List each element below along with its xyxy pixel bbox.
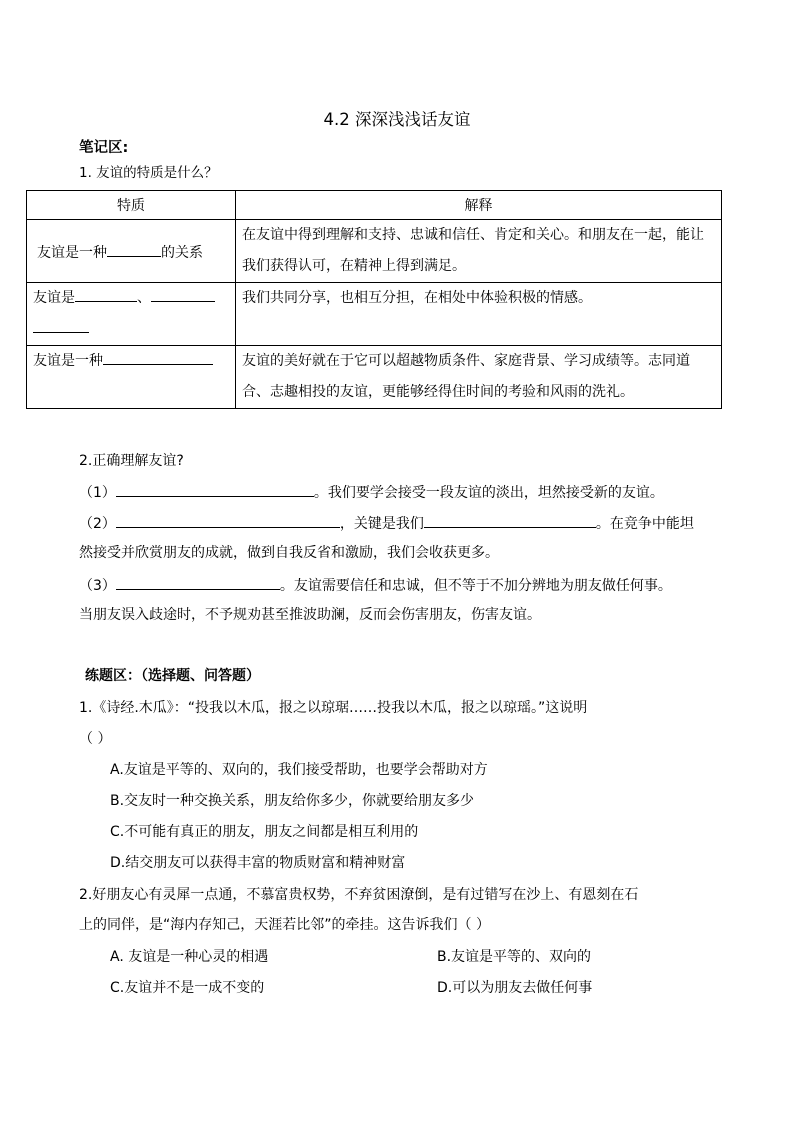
understanding-item-1 — [79, 481, 664, 503]
option-d: D.可以为朋友去做任何事 — [437, 980, 593, 996]
understanding-item-3-cont: 当朋友误入歧途时，不予规劝甚至推波助澜，反而会伤害朋友，伤害友谊。 — [79, 607, 541, 623]
trait-text: 友谊是一种 — [37, 244, 107, 261]
trait-cell — [27, 283, 236, 346]
question-2-label: 2.正确理解友谊? — [79, 453, 184, 469]
trait-text-suffix: 的关系 — [161, 244, 203, 261]
table-row — [27, 283, 722, 346]
practice-heading: 练题区：（选择题、问答题） — [85, 668, 260, 684]
trait-text: 友谊是一种 — [33, 353, 103, 369]
item-number: （2） — [79, 516, 116, 532]
option-a: A.友谊是平等的、双向的，我们接受帮助，也要学会帮助对方 — [110, 762, 488, 778]
item-number: （3） — [79, 578, 116, 594]
explanation-cell: 友谊的美好就在于它可以超越物质条件、家庭背景、学习成绩等。志同道合、志趣相投的友谊，更能够经得住时间的考验和风雨的洗礼。 — [236, 346, 722, 409]
fill-blank — [116, 574, 280, 590]
understanding-item-3 — [79, 574, 672, 596]
table-header-row — [27, 191, 722, 220]
option-b: B.友谊是平等的、双向的 — [437, 949, 592, 965]
option-c: C.不可能有真正的朋友，朋友之间都是相互利用的 — [110, 824, 419, 840]
question-1-label: 1. 友谊的特质是什么？ — [79, 165, 218, 181]
practice-question-2-cont: 上的同伴，是“海内存知己，天涯若比邻”的牵挂。这告诉我们（ ） — [79, 917, 490, 933]
fill-blank — [75, 286, 137, 302]
practice-question-1: 1.《诗经.木瓜》：“投我以木瓜，报之以琼琚……投我以木瓜，报之以琼瑶。”这说明 — [79, 700, 588, 716]
trait-separator: 、 — [137, 290, 151, 306]
trait-cell — [27, 346, 236, 409]
fill-blank — [116, 512, 340, 528]
item-text: ，关键是我们 — [339, 516, 424, 532]
fill-blank — [103, 349, 213, 365]
option-c: C.友谊并不是一成不变的 — [110, 980, 265, 996]
understanding-item-2-cont: 然接受并欣赏朋友的成就，做到自我反省和激励，我们会收获更多。 — [79, 545, 499, 561]
answer-parentheses: （ ） — [79, 731, 112, 747]
table-header-explanation: 解释 — [236, 191, 722, 220]
option-d: D.结交朋友可以获得丰富的物质财富和精神财富 — [110, 855, 406, 871]
fill-blank — [151, 286, 215, 302]
fill-blank — [424, 512, 596, 528]
item-text: 。友谊需要信任和忠诚，但不等于不加分辨地为朋友做任何事。 — [279, 578, 672, 594]
fill-blank — [116, 481, 314, 497]
notes-heading: 笔记区: — [79, 140, 129, 156]
item-text: 。在竞争中能坦 — [595, 516, 694, 532]
table-row — [27, 346, 722, 409]
fill-blank — [107, 241, 161, 257]
trait-text: 友谊是 — [33, 290, 75, 306]
understanding-item-2 — [79, 512, 694, 534]
table-header-trait: 特质 — [27, 191, 236, 220]
fill-blank — [33, 317, 89, 333]
traits-table — [26, 190, 722, 409]
table-row — [27, 220, 722, 283]
explanation-cell: 在友谊中得到理解和支持、忠诚和信任、肯定和关心。和朋友在一起，能让我们获得认可，在精神上得到满足。 — [236, 220, 722, 283]
item-number: （1） — [79, 485, 116, 501]
trait-cell — [27, 220, 236, 283]
page-title: 4.2 深深浅浅话友谊 — [323, 110, 471, 129]
option-b: B.交友时一种交换关系，朋友给你多少，你就要给朋友多少 — [110, 793, 475, 809]
item-text: 。我们要学会接受一段友谊的淡出，坦然接受新的友谊。 — [313, 485, 664, 501]
practice-question-2: 2.好朋友心有灵犀一点通，不慕富贵权势，不弃贫困潦倒，是有过错写在沙上、有恩刻在石 — [79, 887, 639, 903]
option-a: A. 友谊是一种心灵的相遇 — [110, 949, 269, 965]
explanation-cell: 我们共同分享，也相互分担，在相处中体验积极的情感。 — [236, 283, 722, 346]
